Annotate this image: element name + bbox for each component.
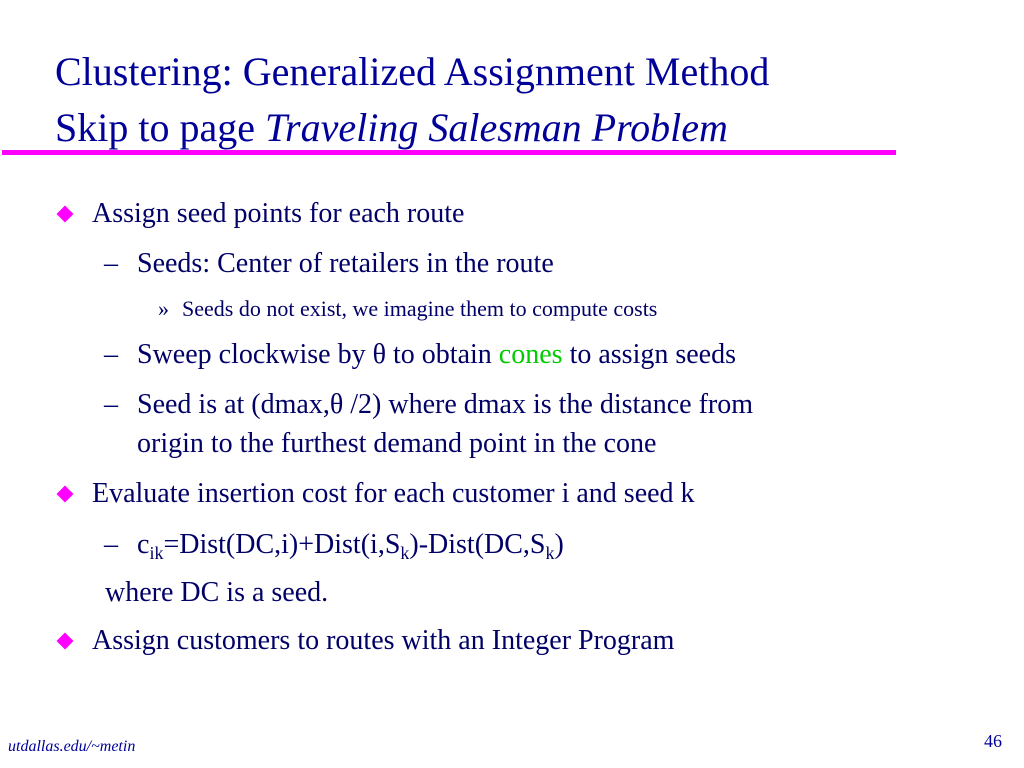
- dash-bullet-icon: –: [104, 529, 118, 560]
- cones-highlight: cones: [498, 339, 563, 370]
- bullet-1-sub-1-text: Seeds: Center of retailers in the route: [137, 248, 554, 279]
- bullet-1-sub-3-line-2: origin to the furthest demand point in the cone: [137, 428, 657, 459]
- formula-end: ): [554, 529, 564, 560]
- title-line-2-italic: Traveling Salesman Problem: [264, 105, 728, 150]
- raquo-bullet-icon: »: [158, 296, 169, 321]
- bullet-2-text: Evaluate insertion cost for each customer i and seed k: [92, 478, 695, 509]
- formula-sub-k-1: k: [400, 543, 410, 563]
- dash-bullet-icon: –: [104, 389, 118, 420]
- formula-note: where DC is a seed.: [105, 577, 329, 608]
- formula-sub-ik: ik: [149, 543, 164, 563]
- dash-bullet-icon: –: [104, 248, 118, 279]
- footer-source: utdallas.edu/~metin: [8, 738, 136, 755]
- page-number: 46: [984, 731, 1002, 751]
- sweep-text-post: to assign seeds: [562, 339, 736, 370]
- bullet-1-text: Assign seed points for each route: [92, 198, 465, 229]
- diamond-bullet-icon: [57, 633, 74, 650]
- formula-mid: =Dist(DC,i)+Dist(i,S: [163, 529, 401, 560]
- formula-c: c: [137, 529, 150, 560]
- diamond-bullet-icon: [57, 486, 74, 503]
- diamond-bullet-icon: [57, 206, 74, 223]
- formula-mid-2: )-Dist(DC,S: [409, 529, 546, 560]
- bullet-1-sub-2-text: [137, 338, 736, 372]
- bullet-3-text: Assign customers to routes with an Integer Program: [92, 625, 675, 656]
- dash-bullet-icon: –: [104, 339, 118, 370]
- bullet-1-sub-1-sub-1-text: Seeds do not exist, we imagine them to compute costs: [182, 296, 658, 321]
- insertion-cost-formula: [137, 528, 564, 562]
- title-line-2-prefix: Skip to page: [55, 105, 265, 150]
- title-line-1: Clustering: Generalized Assignment Method: [55, 49, 770, 94]
- bullet-1-sub-3-line-1: Seed is at (dmax,θ /2) where dmax is the distance from: [137, 389, 754, 420]
- formula-sub-k-2: k: [545, 543, 555, 563]
- sweep-text-pre: Sweep clockwise by θ to obtain: [137, 339, 499, 370]
